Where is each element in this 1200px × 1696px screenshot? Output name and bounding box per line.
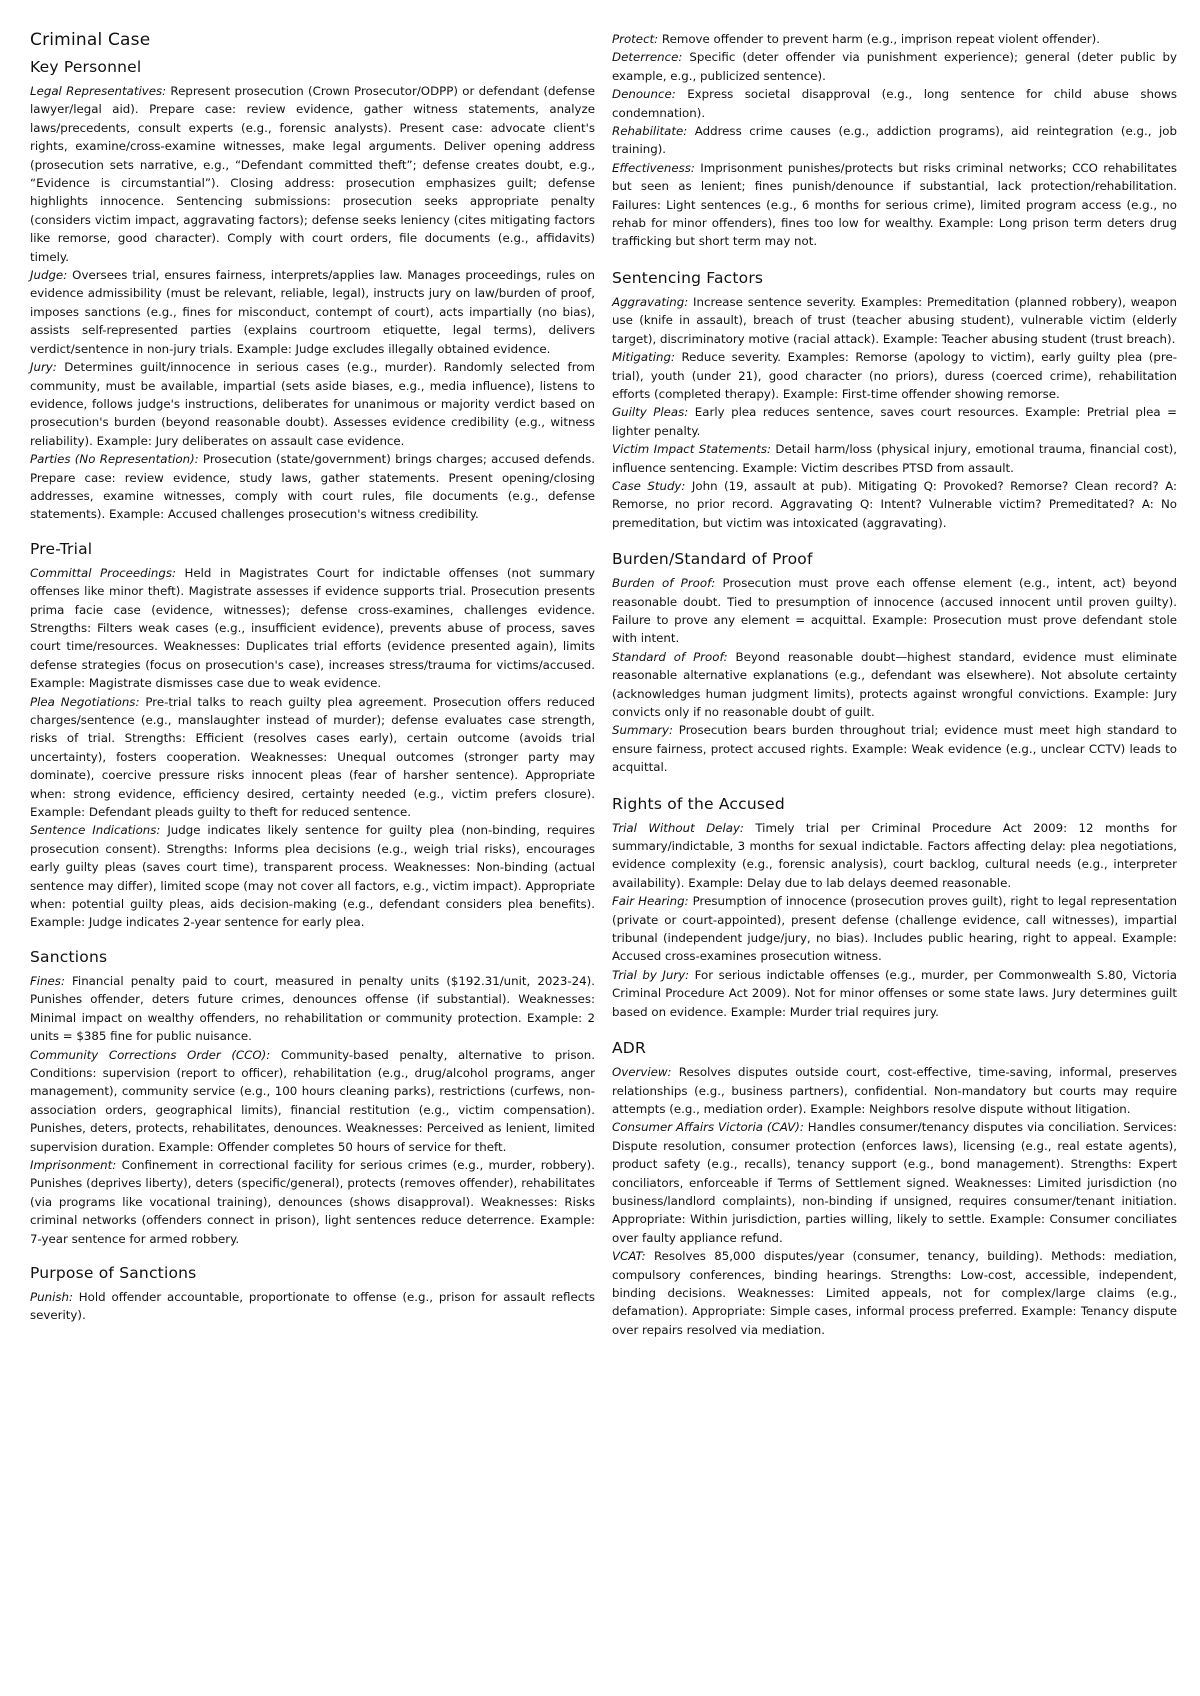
paragraph: [612, 819, 1177, 893]
paragraph-lead-term: Guilty Pleas:: [612, 405, 689, 420]
paragraph-lead-term: Jury:: [30, 360, 57, 375]
paragraph-lead-term: Legal Representatives:: [30, 84, 167, 98]
paragraph-lead-term: Aggravating:: [612, 294, 689, 309]
paragraph-body: Early plea reduces sentence, saves court resources. Example: Pretrial plea = lighter penalty.: [612, 405, 1178, 438]
paragraph-lead-term: Denounce:: [612, 87, 676, 102]
paragraph: [30, 821, 595, 931]
paragraph-lead-term: Fines:: [30, 973, 65, 988]
section-pre-trial: [30, 540, 595, 932]
paragraph-lead-term: Summary:: [612, 723, 673, 738]
paragraph-body: Prosecution must prove each offense element (e.g., intent, act) beyond reasonable doubt. Tied to presumption of innocence (accused innocent until proven guilty). Failure to prove any element = acquittal. Example: Prosecution must prove defendant stole with intent.: [612, 576, 1177, 646]
section-heading: ADR: [612, 1039, 646, 1058]
section-key-personnel: [30, 58, 595, 524]
paragraph: [30, 450, 595, 524]
paragraph-body: Address crime causes (e.g., addiction programs), aid reintegration (e.g., job training).: [612, 124, 1177, 157]
paragraph: [30, 1046, 595, 1156]
paragraph: [612, 966, 1177, 1021]
section-rights-of-the-accused: [612, 795, 1177, 1021]
paragraph-body: Financial penalty paid to court, measured in penalty units ($192.31/unit, 2023-24). Punishes offender, deters future crimes, denounces offense (if substantial). Weaknesses: Minimal impact on wealthy offenders, no rehabilitation or community protection. Example: 2 units = $385 fine for public nuisance.: [30, 973, 595, 1044]
section-heading: Sentencing Factors: [612, 268, 764, 287]
paragraph-body: Prosecution bears burden throughout trial; evidence must meet high standard to ensure fairness, protect accused rights. Example: Weak evidence (e.g., unclear CCTV) leads to acquittal.: [612, 723, 1177, 775]
paragraph: [612, 648, 1177, 722]
paragraph: [612, 892, 1177, 966]
paragraph-body: Hold offender accountable, proportionate to offense (e.g., prison for assault reflects severity).: [30, 1289, 595, 1323]
paragraph-body: Imprisonment punishes/protects but risks criminal networks; CCO rehabilitates but seen as lenient; fines punish/denounce if substantial, lack protection/rehabilitation. Failures: Light sentences (e.g., 6 months for serious crime), limited program access (e.g., no rehab for minor offenders), fines too low for wealthy. Example: Long prison term deters drug trafficking but short term may not.: [612, 160, 1177, 249]
paragraph: [30, 1288, 595, 1325]
paragraph-body: Detail harm/loss (physical injury, emotional trauma, financial cost), influence sentencing. Example: Victim describes PTSD from assault.: [612, 442, 1177, 475]
paragraph: [612, 85, 1177, 122]
paragraph-body: Resolves 85,000 disputes/year (consumer, tenancy, building). Methods: mediation, compulsory conferences, binding hearings. Strengths: Low-cost, accessible, independent, binding decisions. Weaknesses: Limited appeals, not for complex/large claims (e.g., defamation). Appropriate: Simple cases, informal process preferred. Example: Tenancy dispute over repairs resolved via mediation.: [612, 1249, 1177, 1337]
paragraph-body: Pre-trial talks to reach guilty plea agreement. Prosecution offers reduced charges/sentence (e.g., manslaughter instead of murder); defense evaluates case strength, risks of trial. Strengths: Efficient (resolves cases early), certain outcome (avoids trial uncertainty), fosters cooperation. Weaknesses: Unequal outcomes (stronger party may dominate), coercive pressure risks innocent pleas (fear of harsher sentence). Appropriate when: strong evidence, efficiency desired, certainty needed (e.g., victim prefers closure). Example: Defendant pleads guilty to theft for reduced sentence.: [30, 694, 595, 820]
paragraph: [30, 1156, 595, 1248]
paragraph-lead-term: Mitigating:: [612, 350, 675, 365]
paragraph-body: Beyond reasonable doubt—highest standard, evidence must eliminate reasonable alternative explanations (e.g., defendant was elsewhere). Not absolute certainty (acknowledges human judgment limits), protects against wrongful convictions. Example: Jury convicts only if no reasonable doubt of guilt.: [612, 649, 1177, 719]
paragraph: [30, 972, 595, 1046]
paragraph-body: Increase sentence severity. Examples: Premeditation (planned robbery), weapon use (knife in assault), breach of trust (teacher abusing student), vulnerable victim (elderly target), discriminatory motive (racial attack). Example: Teacher abusing student (trust breach).: [612, 294, 1177, 346]
paragraph-lead-term: Parties (No Representation):: [30, 452, 199, 467]
section-heading: Burden/Standard of Proof: [612, 550, 813, 569]
paragraph-lead-term: Fair Hearing:: [612, 894, 689, 909]
section-continued: [612, 30, 1177, 251]
section-heading: Rights of the Accused: [612, 794, 785, 813]
section-burden-standard-of-proof: [612, 550, 1177, 776]
paragraph-lead-term: Sentence Indications:: [30, 823, 161, 838]
paragraph: [612, 477, 1177, 532]
paragraph-body: Handles consumer/tenancy disputes via conciliation. Services: Dispute resolution, consumer protection (enforces laws), licensing (e.g., real estate agents), product safety (e.g., recalls), tenancy support (e.g., bond management). Strengths: Expert conciliators, enforceable if Terms of Settlement signed. Weaknesses: Limited jurisdiction (no business/landlord complaints), non-binding if unsigned, requires consumer/tenant initiation. Appropriate: Within jurisdiction, parties willing, likely to settle. Example: Consumer conciliates over faulty appliance refund.: [612, 1120, 1177, 1245]
paragraph-body: Judge indicates likely sentence for guilty plea (non-binding, requires prosecution consent). Strengths: Informs plea decisions (e.g., weigh trial risks), encourages early guilty pleas (saves court time), transparent process. Weaknesses: Non-binding (actual sentence may differ), limited scope (may not cover all factors, e.g., victim impact). Appropriate when: potential guilty pleas, aids decision-making (e.g., defendant considers plea benefits). Example: Judge indicates 2-year sentence for early plea.: [30, 823, 595, 930]
paragraph: [612, 440, 1177, 477]
paragraph: [612, 1118, 1177, 1247]
paragraph-body: Resolves disputes outside court, cost-effective, time-saving, informal, preserves relationships (e.g., business partners), confidential. Non-mandatory but courts may require attempts (e.g., mediation order). Example: Neighbors resolve dispute without litigation.: [612, 1065, 1177, 1116]
paragraph-lead-term: VCAT:: [612, 1249, 646, 1264]
section-heading: Pre-Trial: [30, 539, 93, 558]
right-sections: [612, 30, 1177, 1339]
paragraph: [612, 159, 1177, 251]
section-sanctions: [30, 948, 595, 1248]
section-sentencing-factors: [612, 269, 1177, 532]
left-sections: [30, 58, 595, 1325]
paragraph-lead-term: Plea Negotiations:: [30, 694, 140, 709]
paragraph: [30, 564, 595, 693]
section-heading: Sanctions: [30, 947, 108, 966]
paragraph-body: Oversees trial, ensures fairness, interprets/applies law. Manages proceedings, rules on evidence admissibility (must be relevant, reliable, legal), instructs jury on law/burden of proof, imposes sanctions (e.g., fines for misconduct, contempt of court), acts impartially (no bias), assists self-represented parties (explains courtroom etiquette, legal terms), delivers verdict/sentence in non-jury trials. Example: Judge excludes illegally obtained evidence.: [30, 268, 595, 356]
paragraph: [612, 1247, 1177, 1339]
paragraph: [612, 122, 1177, 159]
paragraph-body: For serious indictable offenses (e.g., murder, per Commonwealth S.80, Victoria Criminal Procedure Act 2009). Not for minor offenses or some state laws. Jury determines guilt based on evidence. Example: Murder trial requires jury.: [612, 967, 1178, 1019]
paragraph-lead-term: Rehabilitate:: [612, 124, 688, 139]
paragraph: [612, 30, 1177, 48]
paragraph-lead-term: Effectiveness:: [612, 160, 695, 175]
paragraph-lead-term: Community Corrections Order (CCO):: [30, 1047, 271, 1062]
paragraph: [612, 48, 1177, 85]
paragraph: [612, 1063, 1177, 1118]
paragraph-lead-term: Burden of Proof:: [612, 576, 716, 591]
paragraph-lead-term: Imprisonment:: [30, 1157, 117, 1172]
paragraph: [612, 403, 1177, 440]
document-title: Criminal Case: [30, 30, 151, 50]
section-heading: Purpose of Sanctions: [30, 1263, 197, 1282]
paragraph-lead-term: Victim Impact Statements:: [612, 442, 772, 457]
paragraph-lead-term: Consumer Affairs Victoria (CAV):: [612, 1120, 804, 1135]
paragraph-body: Reduce severity. Examples: Remorse (apology to victim), early guilty plea (pre-trial), youth (under 21), good character (no priors), duress (coerced crime), rehabilitation efforts (completed therapy). Example: First-time offender showing remorse.: [612, 350, 1177, 401]
paragraph-body: Remove offender to prevent harm (e.g., imprison repeat violent offender).: [658, 32, 1100, 46]
paragraph-lead-term: Case Study:: [612, 478, 686, 493]
paragraph-body: Represent prosecution (Crown Prosecutor/ODPP) or defendant (defense lawyer/legal aid). Prepare case: review evidence, gather witness statements, analyze laws/precedents, consult experts (e.g., forensic analysts). Present case: advocate client's rights, examine/cross-examine witnesses, make legal arguments. Deliver opening address (prosecution sets narrative, e.g., “Defendant committed theft”; defense creates doubt, e.g., “Evidence is circumstantial”). Closing address: prosecution emphasizes guilt; defense highlights innocence. Sentencing submissions: prosecution seeks appropriate penalty (considers victim impact, aggravating factors); defense seeks leniency (cites mitigating factors like remorse, good character). Comply with court orders, file documents (e.g., affidavits) timely.: [30, 84, 595, 264]
paragraph-lead-term: Trial by Jury:: [612, 967, 690, 982]
paragraph-body: Prosecution (state/government) brings charges; accused defends. Prepare case: review evidence, study laws, gather statements. Present opening/closing addresses, examine witnesses, comply with court rules, file documents (e.g., defense statements). Example: Accused challenges prosecution's witness credibility.: [30, 452, 595, 522]
paragraph: [30, 358, 595, 450]
paragraph-body: Presumption of innocence (prosecution proves guilt), right to legal representation (private or court-appointed), present defense (challenge evidence, call witnesses), impartial tribunal (independent judge/jury, no bias). Includes public hearing, right to appeal. Example: Accused cross-examines prosecution witness.: [612, 894, 1177, 964]
left-column: [30, 30, 595, 1341]
paragraph-body: Express societal disapproval (e.g., long sentence for child abuse shows condemnation).: [612, 87, 1177, 120]
paragraph-body: John (19, assault at pub). Mitigating Q: Provoked? Remorse? Clean record? A: Remorse, no prior record. Aggravating Q: Intent? Vulnerable victim? Premeditated? A: No premeditation, but victim was intoxicated (aggravating).: [612, 478, 1178, 530]
paragraph: [612, 348, 1177, 403]
paragraph: [612, 574, 1177, 648]
paragraph-body: Specific (deter offender via punishment experience); general (deter public by example, e.g., publicized sentence).: [612, 50, 1177, 83]
paragraph-body: Confinement in correctional facility for serious crimes (e.g., murder, robbery). Punishes (deprives liberty), deters (specific/general), protects (removes offender), rehabilitates (via programs like vocational training), denounces (shows disapproval). Weaknesses: Risks criminal networks (offenders connect in prison), light sentences reduce deterrence. Example: 7-year sentence for armed robbery.: [30, 1157, 595, 1246]
paragraph: [612, 721, 1177, 776]
paragraph: [30, 693, 595, 822]
paragraph: [612, 293, 1177, 348]
section-heading: Key Personnel: [30, 58, 142, 76]
paragraph-lead-term: Standard of Proof:: [612, 649, 728, 664]
section-purpose-of-sanctions: [30, 1264, 595, 1325]
paragraph-lead-term: Committal Proceedings:: [30, 565, 177, 580]
paragraph-body: Timely trial per Criminal Procedure Act 2009: 12 months for summary/indictable, 3 months for sexual indictable. Factors affecting delay: plea negotiations, evidence complexity (e.g., forensic analysis), court backlog, cultural needs (e.g., interpreter availability). Example: Delay due to lab delays deemed reasonable.: [612, 820, 1178, 890]
paragraph: [30, 82, 595, 266]
paragraph-lead-term: Protect:: [612, 32, 659, 46]
section-adr: [612, 1039, 1177, 1339]
paragraph-lead-term: Overview:: [612, 1065, 672, 1080]
paragraph-lead-term: Judge:: [30, 268, 68, 283]
paragraph-body: Determines guilt/innocence in serious cases (e.g., murder). Randomly selected from community, must be available, impartial (sets aside biases, e.g., media influence), listens to evidence, follows judge's instructions, deliberates for unanimous or majority verdict based on prosecution's burden (beyond reasonable doubt). Assesses evidence credibility (e.g., witness reliability). Example: Jury deliberates on assault case evidence.: [30, 360, 595, 448]
paragraph-lead-term: Trial Without Delay:: [612, 820, 744, 835]
paragraph: [30, 266, 595, 358]
paragraph-lead-term: Punish:: [30, 1289, 73, 1304]
right-column: [612, 30, 1177, 1357]
paragraph-body: Held in Magistrates Court for indictable offenses (not summary offenses like minor theft). Magistrate assesses if evidence supports trial. Prosecution presents prima facie case (evidence, witnesses); defense cross-examines, challenges evidence. Strengths: Filters weak cases (e.g., insufficient evidence), prevents abuse of process, saves court time/resources. Weaknesses: Duplicates trial efforts (evidence presented again), limits defense strategies (focus on prosecution's case), increases stress/trauma for victims/accused. Example: Magistrate dismisses case due to weak evidence.: [30, 565, 595, 691]
paragraph-lead-term: Deterrence:: [612, 50, 683, 65]
paragraph-body: Community-based penalty, alternative to prison. Conditions: supervision (report to officer), rehabilitation (e.g., drug/alcohol programs, anger management), community service (e.g., 100 hours cleaning parks), restrictions (curfews, non-association orders, geographical limits), financial restitution (e.g., victim compensation). Punishes, deters, protects, rehabilitates, denounces. Weaknesses: Perceived as lenient, limited supervision duration. Example: Offender completes 50 hours of service for theft.: [30, 1047, 595, 1154]
